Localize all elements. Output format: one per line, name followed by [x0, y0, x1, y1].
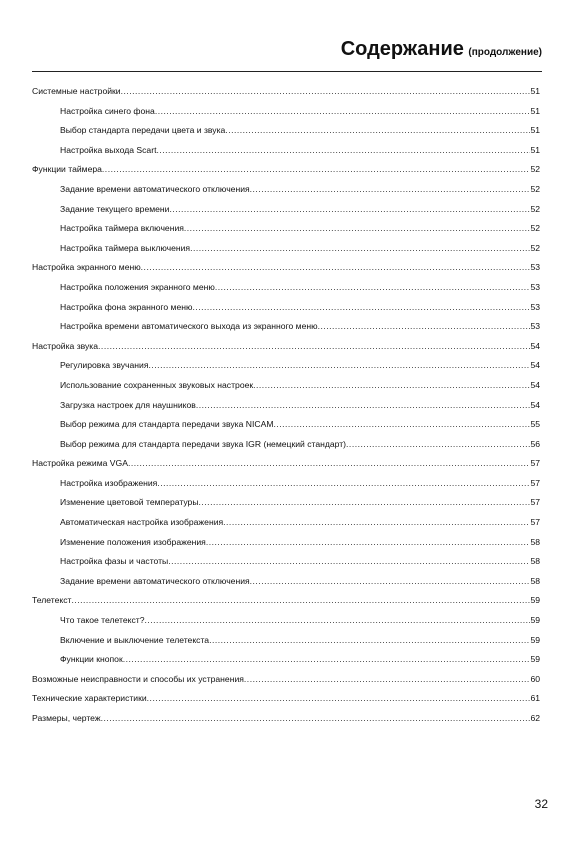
- page-number: 32: [534, 797, 548, 811]
- toc-subentry: [32, 650, 540, 670]
- toc-dot-leader: [149, 356, 531, 376]
- toc-entry-page: 51: [530, 125, 540, 136]
- toc-dot-leader: [196, 396, 531, 416]
- toc-dot-leader: [121, 82, 531, 102]
- toc-subentry: [32, 474, 540, 494]
- toc-subentry: [32, 200, 540, 220]
- toc-subentry: [32, 435, 540, 455]
- toc-entry-label: Настройка положения экранного меню: [60, 281, 215, 292]
- toc-entry-page: 61: [530, 693, 540, 704]
- toc-subentry: [32, 278, 540, 298]
- toc-entry-page: 51: [530, 105, 540, 116]
- toc-dot-leader: [250, 180, 531, 200]
- toc-entry-label: Изменение цветовой температуры: [60, 497, 199, 508]
- toc-entry-page: 57: [530, 458, 540, 469]
- toc-entry-label: Функции кнопок: [60, 654, 123, 665]
- toc-dot-leader: [190, 239, 530, 259]
- toc-entry-label: Настройка синего фона: [60, 105, 155, 116]
- toc-subentry: [32, 317, 540, 337]
- toc-entry-page: 52: [530, 242, 540, 253]
- toc-dot-leader: [318, 317, 531, 337]
- toc-entry-label: Включение и выключение телетекста: [60, 634, 210, 645]
- toc-entry-page: 58: [530, 575, 540, 586]
- toc-subentry: [32, 376, 540, 396]
- toc-subentry: [32, 493, 540, 513]
- toc-entry-page: 55: [530, 419, 540, 430]
- toc-entry-label: Функции таймера: [32, 164, 102, 175]
- toc-entry: [32, 709, 540, 729]
- toc-subentry: [32, 298, 540, 318]
- toc-entry-label: Использование сохраненных звуковых настроек: [60, 379, 254, 390]
- toc-entry: [32, 258, 540, 278]
- toc-dot-leader: [184, 219, 531, 239]
- toc-entry-page: 52: [530, 164, 540, 175]
- toc-subentry: [32, 219, 540, 239]
- table-of-contents: [32, 82, 540, 729]
- toc-entry-page: 59: [530, 615, 540, 626]
- toc-entry-label: Настройка звука: [32, 340, 99, 351]
- toc-entry: [32, 160, 540, 180]
- toc-entry-label: Технические характеристики: [32, 693, 147, 704]
- toc-subentry: [32, 552, 540, 572]
- toc-entry-page: 51: [530, 86, 540, 96]
- toc-entry-page: 51: [530, 144, 540, 155]
- toc-entry-label: Выбор режима для стандарта передачи звука NICAM: [60, 419, 274, 430]
- toc-entry-page: 59: [530, 654, 540, 665]
- toc-entry-label: Регулировка звучания: [60, 360, 149, 371]
- toc-dot-leader: [101, 709, 531, 729]
- toc-entry-label: Задание текущего времени: [60, 203, 170, 214]
- toc-dot-leader: [98, 337, 530, 357]
- toc-entry-label: Загрузка настроек для наушников: [60, 399, 196, 410]
- toc-dot-leader: [253, 376, 530, 396]
- toc-entry-page: 54: [530, 399, 540, 410]
- toc-entry-page: 53: [530, 321, 540, 332]
- toc-entry-page: 54: [530, 379, 540, 390]
- toc-dot-leader: [157, 474, 530, 494]
- toc-dot-leader: [346, 435, 530, 455]
- toc-dot-leader: [273, 415, 530, 435]
- toc-entry-page: 53: [530, 281, 540, 292]
- toc-entry-label: Телетекст: [32, 595, 72, 606]
- page-title-main: Содержание: [340, 38, 464, 60]
- toc-entry: [32, 454, 540, 474]
- toc-entry-label: Настройка режима VGA: [32, 458, 128, 469]
- toc-dot-leader: [250, 572, 531, 592]
- toc-dot-leader: [206, 533, 531, 553]
- toc-entry-page: 53: [530, 262, 540, 273]
- toc-subentry: [32, 239, 540, 259]
- toc-entry-page: 57: [530, 497, 540, 508]
- toc-entry-page: 56: [530, 438, 540, 449]
- toc-entry-label: Задание времени автоматического отключения: [60, 183, 250, 194]
- toc-entry-page: 59: [530, 634, 540, 645]
- toc-dot-leader: [123, 650, 531, 670]
- toc-subentry: [32, 356, 540, 376]
- toc-entry-page: 53: [530, 301, 540, 312]
- toc-entry-label: Настройка времени автоматического выхода из экранного меню: [60, 321, 318, 332]
- toc-dot-leader: [215, 278, 531, 298]
- toc-dot-leader: [244, 670, 531, 690]
- toc-entry-label: Изменение положения изображения: [60, 536, 206, 547]
- toc-dot-leader: [141, 258, 531, 278]
- toc-entry: [32, 591, 540, 611]
- toc-entry-label: Настройка выхода Scart: [60, 144, 157, 155]
- toc-dot-leader: [168, 552, 530, 572]
- toc-subentry: [32, 141, 540, 161]
- toc-subentry: [32, 180, 540, 200]
- toc-entry-label: Выбор режима для стандарта передачи звука IGR (немецкий стандарт): [60, 438, 347, 449]
- toc-entry-label: Настройка фона экранного меню: [60, 301, 193, 312]
- toc-entry-page: 58: [530, 556, 540, 567]
- toc-dot-leader: [128, 454, 531, 474]
- toc-entry-label: Автоматическая настройка изображения: [60, 517, 224, 528]
- toc-dot-leader: [71, 591, 530, 611]
- toc-dot-leader: [147, 689, 531, 709]
- toc-subentry: [32, 533, 540, 553]
- toc-entry-page: 60: [530, 673, 540, 684]
- toc-dot-leader: [169, 200, 530, 220]
- toc-subentry: [32, 121, 540, 141]
- toc-subentry: [32, 631, 540, 651]
- toc-entry: [32, 82, 540, 102]
- page-title: [341, 38, 542, 61]
- toc-entry: [32, 670, 540, 690]
- toc-subentry: [32, 572, 540, 592]
- toc-subentry: [32, 415, 540, 435]
- toc-entry-label: Возможные неисправности и способы их устранения: [32, 673, 244, 684]
- toc-entry-page: 59: [530, 595, 540, 606]
- toc-entry-label: Настройка таймера включения: [60, 223, 184, 234]
- toc-dot-leader: [102, 160, 531, 180]
- toc-entry-page: 54: [530, 340, 540, 351]
- toc-entry: [32, 689, 540, 709]
- toc-entry-label: Размеры, чертеж: [32, 713, 101, 723]
- toc-entry-label: Что такое телетекст?: [60, 615, 145, 626]
- toc-entry-label: Настройка изображения: [60, 477, 158, 488]
- toc-entry-page: 58: [530, 536, 540, 547]
- toc-dot-leader: [209, 631, 530, 651]
- toc-entry-label: Выбор стандарта передачи цвета и звука: [60, 125, 226, 136]
- toc-entry-page: 52: [530, 203, 540, 214]
- toc-dot-leader: [223, 513, 530, 533]
- toc-dot-leader: [145, 611, 531, 631]
- toc-dot-leader: [155, 102, 531, 122]
- toc-entry-page: 57: [530, 517, 540, 528]
- toc-subentry: [32, 611, 540, 631]
- toc-entry-label: Настройка таймера выключения: [60, 242, 191, 253]
- toc-subentry: [32, 396, 540, 416]
- page-title-subtitle: (продолжение): [468, 47, 542, 58]
- toc-entry: [32, 337, 540, 357]
- toc-entry-label: Системные настройки: [32, 86, 121, 96]
- toc-entry-label: Задание времени автоматического отключения: [60, 575, 250, 586]
- toc-subentry: [32, 102, 540, 122]
- toc-entry-page: 57: [530, 477, 540, 488]
- toc-dot-leader: [192, 298, 530, 318]
- toc-dot-leader: [199, 493, 531, 513]
- toc-entry-page: 62: [530, 713, 540, 723]
- toc-dot-leader: [156, 141, 530, 161]
- toc-entry-page: 52: [530, 223, 540, 234]
- toc-entry-page: 54: [530, 360, 540, 371]
- toc-entry-page: 52: [530, 183, 540, 194]
- toc-entry-label: Настройка экранного меню: [32, 262, 141, 273]
- toc-subentry: [32, 513, 540, 533]
- toc-entry-label: Настройка фазы и частоты: [60, 556, 169, 567]
- toc-dot-leader: [225, 121, 530, 141]
- header-divider: [32, 71, 542, 72]
